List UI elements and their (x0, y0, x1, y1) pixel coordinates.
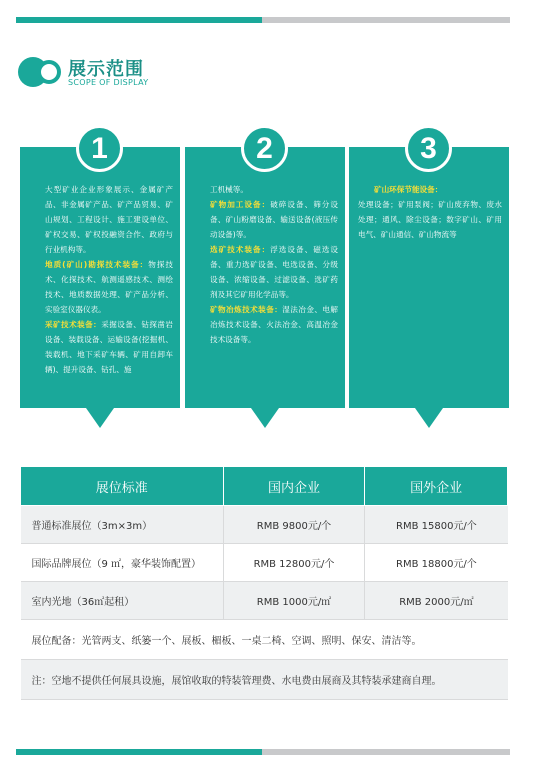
booth-note-cell: 注：空地不提供任何展具设施，展馆收取的特装管理费、水电费由展商及其特装承建商自理。 (21, 660, 508, 700)
card-body (358, 182, 502, 242)
card-category-heading: 选矿技术装备： (210, 245, 271, 254)
card-body (194, 182, 338, 347)
top-bar-gray (262, 17, 510, 23)
table-row (21, 620, 508, 660)
card-category-heading: 采矿技术装备： (45, 320, 102, 329)
booth-type-cell: 国际品牌展位（9 ㎡，豪华装饰配置） (21, 544, 224, 582)
top-bar-teal (16, 17, 262, 23)
booth-price-table (20, 466, 508, 700)
table-row (21, 660, 508, 700)
card-paragraph: 物探技术、化探技术、航测遥感技术、测绘技术、地质数据处理、矿产品分析、实验室仪器仪表。 (45, 260, 173, 314)
card-paragraph: 湿法冶金、电解冶炼技术设备、火法冶金、高温冶金技术设备等。 (210, 305, 339, 344)
booth-type-cell: 室内光地（36㎡起租） (21, 582, 224, 620)
card-category-heading: 矿山环保节能设备： (374, 185, 443, 194)
booth-config-cell: 展位配备：光管两支、纸篓一个、展板、楣板、一桌二椅、空调、照明、保安、清洁等。 (21, 620, 508, 660)
foreign-price-cell: RMB 2000元/㎡ (365, 582, 508, 620)
card-paragraph: 大型矿业企业形象展示、金属矿产品、非金属矿产品、矿产品贸易、矿山规划、工程设计、施工建设单位、矿权交易、矿权投融资合作、政府与行业机构等。 (45, 185, 173, 254)
scope-card-2 (185, 132, 345, 408)
card-paragraph: 处理设备；矿用泵阀；矿山废弃物、废水处理；通风、除尘设备；数字矿山、矿用电气、矿山通信、矿山物流等 (358, 200, 502, 239)
card-number-badge: 2 (241, 125, 288, 172)
card-paragraph: 破碎设备、筛分设备、矿山粉磨设备、输送设备(液压传动设备)等。 (210, 200, 338, 239)
card-paragraph: 采掘设备、钻探凿岩设备、装载设备、运输设备(挖掘机、装载机、地下采矿车辆、矿用自卸车辆)、提升设备、钻孔、施 (45, 320, 174, 374)
foreign-price-cell: RMB 18800元/个 (365, 544, 508, 582)
card-body (29, 182, 173, 377)
table-row (21, 582, 508, 620)
bottom-bar-gray (262, 749, 510, 755)
table-row (21, 544, 508, 582)
card-pointer (415, 408, 443, 428)
top-decor-bar (16, 17, 510, 23)
card-number-badge: 3 (405, 125, 452, 172)
bottom-decor-bar (16, 749, 510, 755)
header-foreign: 国外企业 (365, 467, 508, 506)
card-category-heading: 地质(矿山)勘探技术装备： (45, 260, 149, 269)
bottom-bar-teal (16, 749, 262, 755)
booth-type-cell: 普通标准展位（3m×3m） (21, 506, 224, 544)
card-category-heading: 矿物冶炼技术装备： (210, 305, 283, 314)
card-paragraph: 工机械等。 (210, 185, 248, 194)
section-subtitle: SCOPE OF DISPLAY (68, 78, 149, 87)
header-booth-standard: 展位标准 (21, 467, 224, 506)
foreign-price-cell: RMB 15800元/个 (365, 506, 508, 544)
card-pointer (251, 408, 279, 428)
card-pointer (86, 408, 114, 428)
scope-card-1 (20, 132, 180, 408)
header-domestic: 国内企业 (223, 467, 365, 506)
card-paragraph: 浮选设备、磁选设备、重力选矿设备、电选设备、分级设备、浓缩设备、过滤设备、选矿药剂及其它矿用化学品等。 (210, 245, 338, 299)
scope-card-3 (349, 132, 509, 408)
circles-logo-icon (18, 57, 64, 87)
domestic-price-cell: RMB 1000元/㎡ (223, 582, 365, 620)
card-number-badge: 1 (76, 125, 123, 172)
table-row (21, 506, 508, 544)
table-header-row (21, 467, 508, 506)
section-title: 展示范围 (68, 59, 144, 80)
card-category-heading: 矿物加工设备： (210, 200, 271, 209)
domestic-price-cell: RMB 12800元/个 (223, 544, 365, 582)
domestic-price-cell: RMB 9800元/个 (223, 506, 365, 544)
